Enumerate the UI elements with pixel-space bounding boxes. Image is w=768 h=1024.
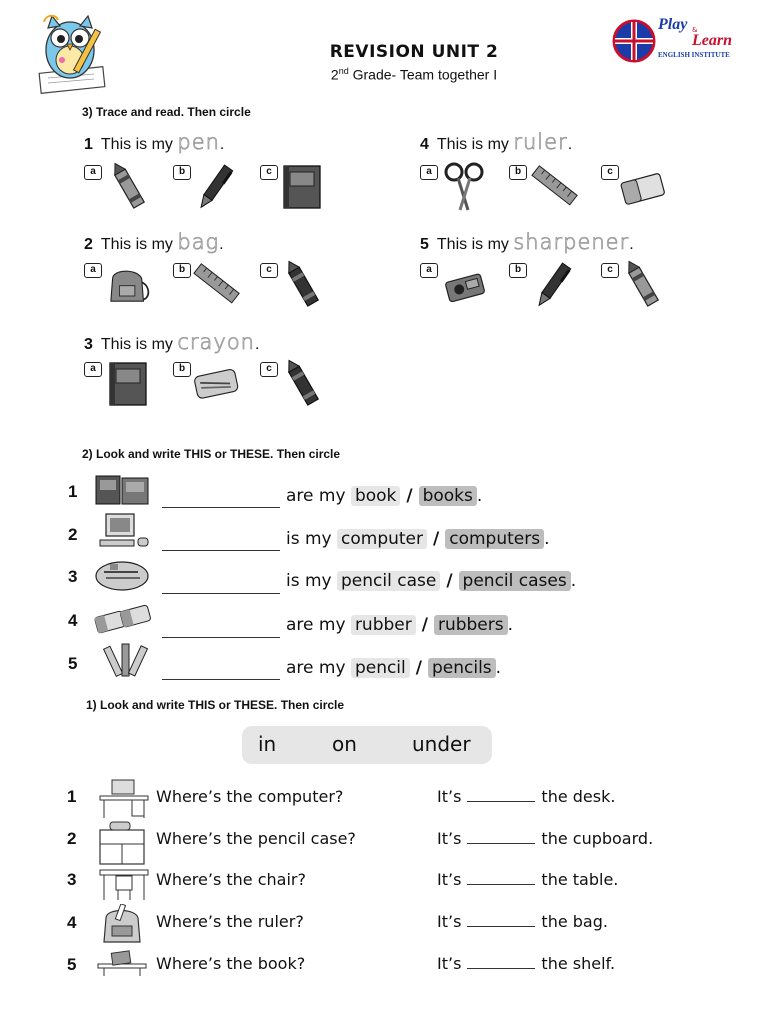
- line-end: .: [544, 529, 550, 549]
- question-number: 5: [67, 955, 77, 974]
- ruler-icon[interactable]: [192, 256, 240, 312]
- answer-blank[interactable]: [467, 830, 535, 844]
- answer-line: [437, 870, 618, 889]
- option-a-box[interactable]: a: [84, 263, 102, 278]
- books-icon: [94, 470, 152, 510]
- section1-title: 1) Look and write THIS or THESE. Then circle: [86, 698, 345, 712]
- row-number: 5: [68, 654, 78, 673]
- item-text: This is my: [436, 136, 509, 153]
- choice-line: is my pencil case / pencil cases .: [286, 571, 577, 591]
- trace-item-5: [420, 230, 634, 254]
- option-b-box[interactable]: b: [173, 165, 191, 180]
- option-c-box[interactable]: c: [260, 362, 278, 377]
- item-text: This is my: [100, 136, 173, 153]
- option-b-box[interactable]: b: [509, 165, 527, 180]
- trace-word[interactable]: bag: [177, 230, 220, 254]
- pencil-cases-icon: [94, 556, 152, 596]
- line-end: .: [495, 658, 502, 678]
- option-plural[interactable]: rubbers: [434, 615, 508, 635]
- verb-text: are my: [286, 486, 346, 506]
- logo-text-amp: &: [692, 26, 698, 34]
- answer-line: [437, 954, 615, 973]
- question-number: 4: [67, 913, 77, 932]
- book-on-shelf-icon: [94, 944, 150, 980]
- option-b-box[interactable]: b: [509, 263, 527, 278]
- option-plural[interactable]: books: [419, 486, 477, 506]
- subtitle-ordinal: 2: [330, 66, 339, 83]
- line-end: .: [507, 615, 514, 635]
- answer-blank[interactable]: [162, 533, 280, 551]
- option-singular[interactable]: book: [351, 486, 400, 506]
- option-a-box[interactable]: a: [420, 165, 438, 180]
- book-icon[interactable]: [104, 355, 152, 411]
- option-plural[interactable]: computers: [445, 529, 544, 549]
- verb-text: is my: [286, 529, 332, 549]
- answer-rest: the cupboard.: [541, 829, 654, 848]
- word-under: under: [412, 732, 471, 756]
- subtitle-ordinal-suffix: nd: [338, 66, 349, 76]
- row-number: 3: [68, 567, 78, 586]
- option-plural[interactable]: pencil cases: [459, 571, 571, 591]
- option-c-box[interactable]: c: [601, 263, 619, 278]
- item-number: 1: [84, 136, 93, 153]
- line-end: .: [476, 486, 483, 506]
- item-number: 4: [420, 136, 429, 153]
- sharpener-icon[interactable]: [440, 256, 488, 312]
- choice-line: are my rubber / rubbers .: [286, 615, 514, 635]
- trace-item-1: [84, 130, 224, 154]
- answer-blank[interactable]: [162, 490, 280, 508]
- item-end: .: [219, 136, 225, 153]
- pencil-case-icon[interactable]: [192, 355, 240, 411]
- word-in: in: [258, 732, 277, 756]
- computer-on-desk-icon: [96, 778, 152, 818]
- its-text: It’s: [437, 787, 462, 806]
- choice-line: are my book / books .: [286, 486, 483, 506]
- trace-word[interactable]: pen: [177, 130, 220, 154]
- answer-rest: the desk.: [541, 787, 616, 806]
- option-c-box[interactable]: c: [260, 165, 278, 180]
- answer-line: [437, 787, 615, 806]
- item-end: .: [219, 236, 224, 253]
- option-singular[interactable]: computer: [337, 529, 427, 549]
- option-singular[interactable]: pencil: [351, 658, 410, 678]
- answer-blank[interactable]: [467, 788, 535, 802]
- answer-rest: the bag.: [541, 912, 608, 931]
- bag-icon[interactable]: [104, 256, 152, 312]
- answer-blank[interactable]: [162, 662, 280, 680]
- word-on: on: [332, 732, 357, 756]
- verb-text: are my: [286, 615, 346, 635]
- verb-text: is my: [286, 571, 332, 591]
- crayon-icon[interactable]: [278, 355, 326, 411]
- item-text: This is my: [436, 236, 509, 253]
- pen-icon[interactable]: [192, 158, 240, 214]
- option-b-box[interactable]: b: [173, 362, 191, 377]
- row-number: 4: [68, 611, 78, 630]
- trace-word[interactable]: crayon: [177, 330, 255, 354]
- page-title: REVISION UNIT 2: [329, 42, 499, 62]
- question-number: 1: [67, 787, 77, 806]
- section2-title: 2) Look and write THIS or THESE. Then circle: [82, 447, 341, 461]
- choice-line: are my pencil / pencils .: [286, 658, 502, 678]
- pencils-icon: [98, 642, 156, 682]
- option-plural[interactable]: pencils: [428, 658, 496, 678]
- rubber-icon[interactable]: [618, 158, 666, 214]
- answer-line: [437, 829, 653, 848]
- choice-line: is my computer / computers .: [286, 529, 550, 549]
- item-end: .: [255, 336, 260, 353]
- question-text: Where’s the pencil case?: [156, 829, 356, 848]
- question-text: Where’s the computer?: [156, 787, 344, 806]
- trace-item-4: [420, 130, 572, 154]
- book-icon[interactable]: [278, 158, 326, 214]
- crayon-icon[interactable]: [618, 256, 666, 312]
- answer-rest: the table.: [541, 870, 619, 889]
- logo-text-play: Play: [658, 16, 688, 33]
- trace-item-2: [84, 230, 224, 254]
- option-singular[interactable]: rubber: [351, 615, 416, 635]
- its-text: It’s: [437, 954, 462, 973]
- scissors-icon[interactable]: [440, 158, 488, 214]
- answer-blank[interactable]: [467, 871, 535, 885]
- chair-under-table-icon: [96, 862, 152, 902]
- line-end: .: [570, 571, 577, 591]
- ruler-icon[interactable]: [530, 158, 578, 214]
- play-and-learn-logo: [612, 16, 748, 66]
- option-c-box[interactable]: c: [260, 263, 278, 278]
- trace-item-3: [84, 330, 259, 354]
- verb-text: are my: [286, 658, 346, 678]
- question-text: Where’s the chair?: [156, 870, 306, 889]
- item-text: This is my: [100, 336, 173, 353]
- option-c-box[interactable]: c: [601, 165, 619, 180]
- section3-title: 3) Trace and read. Then circle: [82, 105, 251, 119]
- subtitle-rest: Grade- Team together I: [348, 66, 498, 83]
- option-singular[interactable]: pencil case: [337, 571, 440, 591]
- question-text: Where’s the ruler?: [156, 912, 304, 931]
- answer-blank[interactable]: [162, 620, 280, 638]
- trace-word[interactable]: ruler: [513, 130, 568, 154]
- crayon-icon[interactable]: [104, 158, 152, 214]
- page-subtitle: [0, 66, 768, 83]
- answer-blank[interactable]: [467, 913, 535, 927]
- option-a-box[interactable]: a: [84, 165, 102, 180]
- item-end: .: [629, 236, 634, 253]
- ruler-in-bag-icon: [98, 904, 148, 944]
- row-number: 2: [68, 525, 78, 544]
- item-text: This is my: [100, 236, 173, 253]
- its-text: It’s: [437, 829, 462, 848]
- its-text: It’s: [437, 912, 462, 931]
- question-number: 2: [67, 829, 77, 848]
- crayon-icon[interactable]: [278, 256, 326, 312]
- answer-rest: the shelf.: [541, 954, 616, 973]
- logo-text-learn: Learn: [692, 32, 732, 49]
- trace-word[interactable]: sharpener: [513, 230, 630, 254]
- logo-flag-icon: [612, 18, 656, 64]
- question-text: Where’s the book?: [156, 954, 306, 973]
- item-end: .: [567, 136, 573, 153]
- pencil-case-on-cupboard-icon: [96, 820, 152, 866]
- item-number: 3: [84, 336, 93, 353]
- word-bank: [242, 726, 492, 764]
- item-number: 5: [420, 236, 429, 253]
- answer-line: [437, 912, 608, 931]
- answer-blank[interactable]: [162, 576, 280, 594]
- answer-blank[interactable]: [467, 955, 535, 969]
- pen-icon[interactable]: [530, 256, 578, 312]
- row-number: 1: [68, 482, 78, 501]
- computer-icon: [96, 512, 154, 552]
- its-text: It’s: [437, 870, 462, 889]
- rubbers-icon: [94, 600, 152, 640]
- item-number: 2: [84, 236, 93, 253]
- option-a-box[interactable]: a: [84, 362, 102, 377]
- logo-text-institute: ENGLISH INSTITUTE: [658, 51, 730, 59]
- option-b-box[interactable]: b: [173, 263, 191, 278]
- option-a-box[interactable]: a: [420, 263, 438, 278]
- question-number: 3: [67, 870, 77, 889]
